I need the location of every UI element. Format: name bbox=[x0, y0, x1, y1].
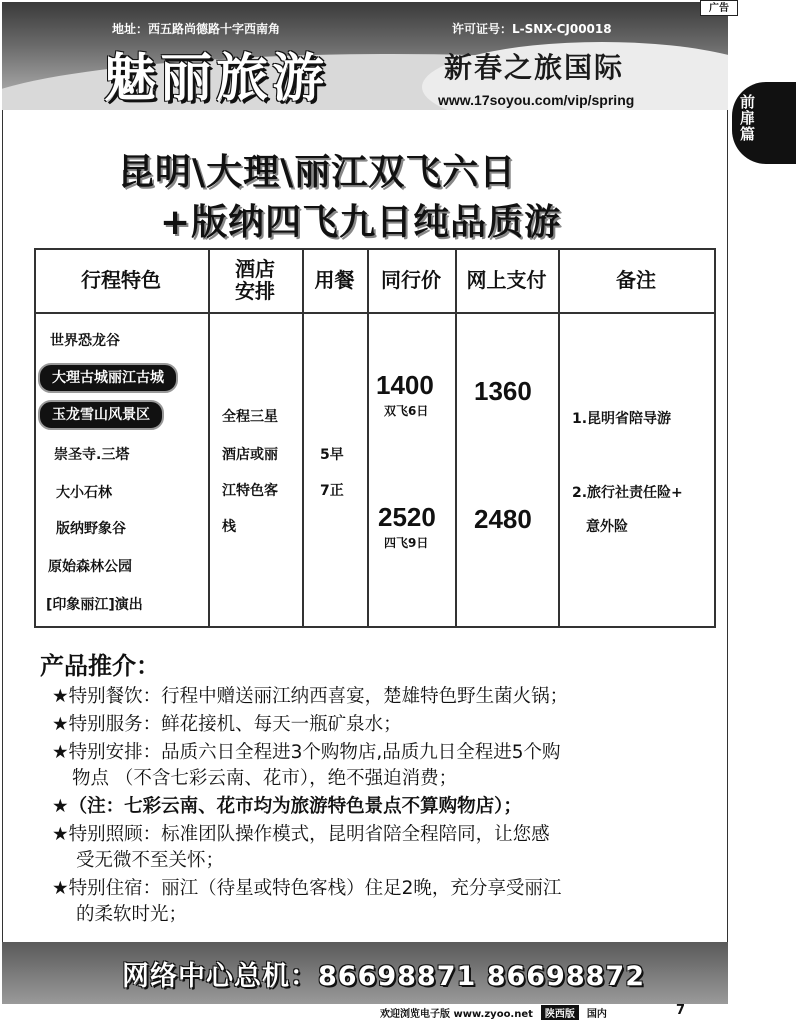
feature-item: [印象丽江]演出 bbox=[46, 597, 143, 613]
promo-line: 的柔软时光； bbox=[76, 904, 188, 925]
online-price-9day: 2480 bbox=[474, 504, 532, 534]
header-hotel-line-1: 酒店 bbox=[235, 257, 275, 281]
section-tab-label: 前扉篇 bbox=[740, 93, 756, 143]
table-border-right bbox=[714, 248, 716, 628]
tour-title-line-1: 昆明\大理\丽江双飞六日 bbox=[118, 152, 517, 193]
feature-item-highlight: 玉龙雪山风景区 bbox=[38, 400, 164, 430]
welcome-link[interactable]: 欢迎浏览电子版 www.zyoo.net bbox=[380, 1008, 533, 1020]
hotel-text: 全程三星 bbox=[222, 409, 278, 425]
header-features: 行程特色 bbox=[81, 268, 161, 292]
promo-line: ★特别住宿：丽江（待星或特色客栈）住足2晚，充分享受丽江 bbox=[52, 878, 562, 899]
feature-item: 大小石林 bbox=[56, 485, 112, 501]
region-badge: 陕西版 bbox=[541, 1005, 579, 1020]
header-hotel-line-2: 安排 bbox=[235, 279, 275, 303]
promo-line: ★特别安排：品质六日全程进3个购物店,品质九日全程进5个购 bbox=[52, 742, 561, 763]
feature-item: 世界恐龙谷 bbox=[50, 333, 120, 349]
promo-line: ★特别服务：鲜花接机、每天一瓶矿泉水； bbox=[52, 714, 402, 735]
hotel-text: 酒店或丽 bbox=[222, 447, 278, 463]
section-label: 国内 bbox=[586, 1008, 607, 1020]
license-number: 许可证号：L-SNX-CJ00018 bbox=[452, 22, 612, 36]
header-hotel bbox=[208, 248, 302, 312]
hotel-text: 江特色客 bbox=[222, 483, 278, 499]
feature-item: 崇圣寺.三塔 bbox=[54, 447, 130, 463]
tour-title-line-2: +版纳四飞九日纯品质游 bbox=[160, 202, 562, 243]
header-notes: 备注 bbox=[616, 268, 656, 292]
meal-breakfasts: 5早 bbox=[320, 447, 344, 463]
promo-line: 物点 （不含七彩云南、花市），绝不强迫消费； bbox=[72, 768, 458, 789]
peer-price-9day: 2520 bbox=[378, 502, 436, 532]
header-online-pay: 网上支付 bbox=[466, 268, 547, 292]
brand-logo-text: 魅丽旅游 bbox=[104, 48, 329, 109]
promo-title: 产品推介： bbox=[40, 652, 160, 680]
note-item: 1.昆明省陪导游 bbox=[572, 411, 672, 427]
note-item: 2.旅行社责任险+ bbox=[572, 485, 683, 501]
section-tab bbox=[732, 82, 796, 164]
promo-line: ★特别照顾：标准团队操作模式，昆明省陪全程陪同，让您感 bbox=[52, 824, 550, 845]
header-peer-price: 同行价 bbox=[381, 268, 441, 292]
header-meals: 用餐 bbox=[314, 268, 355, 292]
agency-address: 地址：西五路尚德路十字西南角 bbox=[112, 22, 281, 36]
hotline: 网络中心总机：86698871 86698872 bbox=[122, 961, 645, 992]
meal-dinners: 7正 bbox=[320, 483, 344, 499]
slogan: 新春之旅国际 bbox=[444, 51, 625, 84]
feature-item-highlight: 大理古城丽江古城 bbox=[38, 363, 178, 393]
hotel-text: 栈 bbox=[222, 519, 236, 535]
note-item: 意外险 bbox=[586, 519, 628, 535]
feature-item: 版纳野象谷 bbox=[56, 521, 126, 537]
table-border-bottom bbox=[34, 626, 716, 628]
peer-price-6day: 1400 bbox=[376, 370, 434, 400]
online-price-6day: 1360 bbox=[474, 376, 532, 406]
promo-line: 受无微不至关怀； bbox=[76, 850, 225, 871]
promo-line-notice: ★（注：七彩云南、花市均为旅游特色景点不算购物店）； bbox=[52, 796, 522, 817]
price-label-6day: 双飞6日 bbox=[384, 404, 429, 418]
website-link[interactable]: www.17soyou.com/vip/spring bbox=[438, 92, 635, 108]
promo-line: ★特别餐饮：行程中赠送丽江纳西喜宴，楚雄特色野生菌火锅； bbox=[52, 686, 569, 707]
price-label-9day: 四飞9日 bbox=[384, 536, 429, 550]
page-number: 7 bbox=[676, 1003, 686, 1018]
table-header-divider bbox=[34, 312, 716, 314]
itinerary-table bbox=[34, 248, 716, 628]
feature-item: 原始森林公园 bbox=[48, 559, 132, 575]
ad-tag: 广告 bbox=[700, 0, 738, 16]
